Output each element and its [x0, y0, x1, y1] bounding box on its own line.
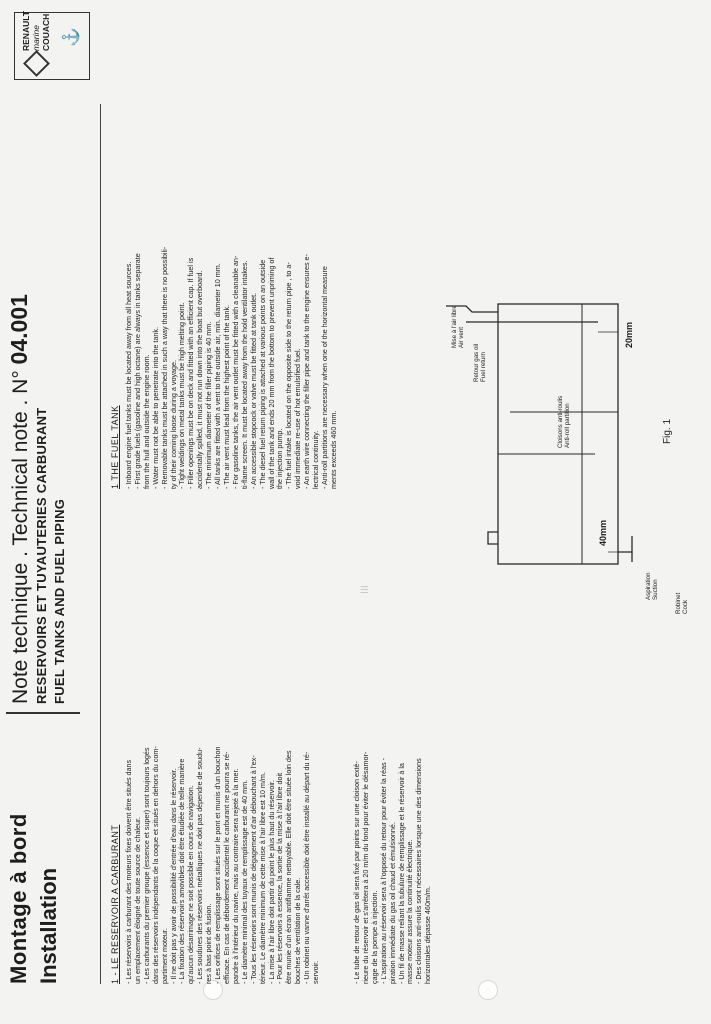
label-cock-en: Cock [682, 599, 689, 614]
note-title [6, 294, 33, 704]
subtitle-en: FUEL TANKS AND FUEL PIPING [52, 498, 67, 704]
section-body-en: - Inboard engine fuel tanks must be located away from all heat sources. - First grade fuels (gasoline and high octane) are always in tanks separate from the hull and outside the engine room. - Water must not be able to penetrate into the tank. - Removable tanks must be attached in such a way that there is no possibili- ty of their coming loose during a voyage. - Tight weldings on metal tanks must be high melting point. - Filler openings must be on deck and fitted with an efficient cap. If fuel is accidentally spilled, it must not run down into the boat but overboard. - The minimum diameter of the filler piping is 40 mm. - All tanks are fitted with a vent to the outside air, min. diameter 10 mm. - The air vent must lead from the highest point of the tank. - For gasoline tanks, the air vent outlet must be fitted with a cleanable an- ti-flame screen. It must be located away from the hold ventilator intakes. - An accessible stopcock or valve must be fitted at tank outlet. - The diesel fuel return piping is attached at various points on an outside wall of the tank and ends 20 mm from the bottom to prevent unpriming of the injection pump. - The fuel intake is located on the opposite side to the return pipe , to a- void immediate re-use of hot emulsified fuel. - An earth wire connecting the filler pipe and tank to the engine ensures e- lectrical continuity. - Anti-roll partitions are necessary when one of the horizontal measure ments exceeds 460 mm. [124, 246, 338, 489]
header-divider [6, 712, 80, 714]
section-heading-fr: 1 - LE RESERVOIR A CARBURANT [110, 824, 120, 984]
label-dim-40: 40mm [598, 519, 608, 546]
header-subtitle: Installation [36, 867, 61, 984]
section-heading-en: 1 THE FUEL TANK [110, 405, 120, 489]
suction-pipe [618, 536, 632, 552]
label-air-vent-en: Air vent [458, 327, 465, 348]
renault-diamond-icon [23, 50, 50, 77]
label-partition-fr: Cloisons anti-roulis [557, 395, 564, 448]
label-return-en: Fuel return [480, 352, 487, 382]
figure-caption: Fig. 1 [662, 418, 673, 444]
label-partition-en: Anti-roll partition [564, 403, 571, 448]
label-return-fr: Retour gas oil [473, 343, 480, 382]
renault-couach-logo [14, 12, 90, 80]
show-through-mark: ⅠⅠⅠ [360, 585, 371, 594]
header-rule [100, 104, 101, 984]
filler-neck [488, 532, 498, 544]
note-title-prefix: Note technique . Technical note . N° [9, 370, 32, 704]
label-suction-en: Suction [652, 579, 659, 600]
note-number: 04.001 [6, 294, 32, 365]
label-suction-fr: Aspiration [645, 572, 652, 600]
fuel-tank-diagram [370, 284, 705, 644]
logo-brand: RENAULT marine COUACH [21, 11, 51, 51]
label-cock-fr: Robinet [675, 592, 682, 614]
label-dim-20: 20mm [624, 321, 634, 348]
label-air-vent-fr: Mise à l'air libre [451, 305, 458, 348]
section-body-fr-2: - Le tube de retour de gas oil sera fixé par points sur une cloison exté- rieure du réservoir et s'arrêtera à 20 m/m du fond pour éviter le désamor- çage de la pompe à injection. - L'aspiration au réservoir sera à l'opposé du retour pour éviter la réas - piration immédiate du gas oil chaud et émulsionné. - Un fil de masse reliant la tubulure de remplissage et le réservoir à la masse moteur assure la continuité électrique. - Des cloisons anti-roulis sont nécessaires lorsque une des dimensions horizontales dépasse 460m/m. [352, 751, 433, 984]
subtitle-fr: RESERVOIRS ET TUYAUTERIES CARBURANT [34, 407, 49, 704]
header-title: Montage à bord [6, 813, 31, 984]
anchor-icon: ⚓ [63, 27, 80, 47]
section-body-fr-1: - Les réservoirs à carburant des moteurs fixes doivent être situés dans un emplacement éloigné de toute source de chaleur. - Les carburants du premier groupe (essence et super) sont toujours logés dans des réservoirs indépendants de la coque et situés en dehors du com- partiment moteur. - Il ne doit pas y avoir de possibilité d'entrée d'eau dans le réservoir. - La fixation des réservoirs amovibles doit être étudiée de telle manière qu'aucun désarrimage ne soit possible en cours de navigation. - Les soudures des réservoirs métalliques ne doit pas dépendre de soudu- res à bas point de fusion. - Les orifices de remplissage sont situés sur le pont et munis d'un bouchon efficace. En cas de débordement accidentel le carburant ne pourra se ré- pandre à l'intérieur du navire, mais au contraire sera rejeté à la mer. - Le diamètre minimal des tuyaux de remplissage est de 40 mm. - Tous les réservoirs sont munis de dégagement d'air débouchant à l'ex- térieur. Le diamètre minimum de cette mise à l'air libre est 10 m/m. - La mise à l'air libre doit partir du point le plus haut du réservoir. - Pour les réservoirs à essence, la sortie de la mise à l'air libre doit être munie d'un écran antiflamme nettoyable. Elle doit être située loin des bouches de ventilation de la cale. - Un robinet ou vanne d'arrêt accessible doit être installé au départ du ré- servoir. [124, 746, 321, 984]
